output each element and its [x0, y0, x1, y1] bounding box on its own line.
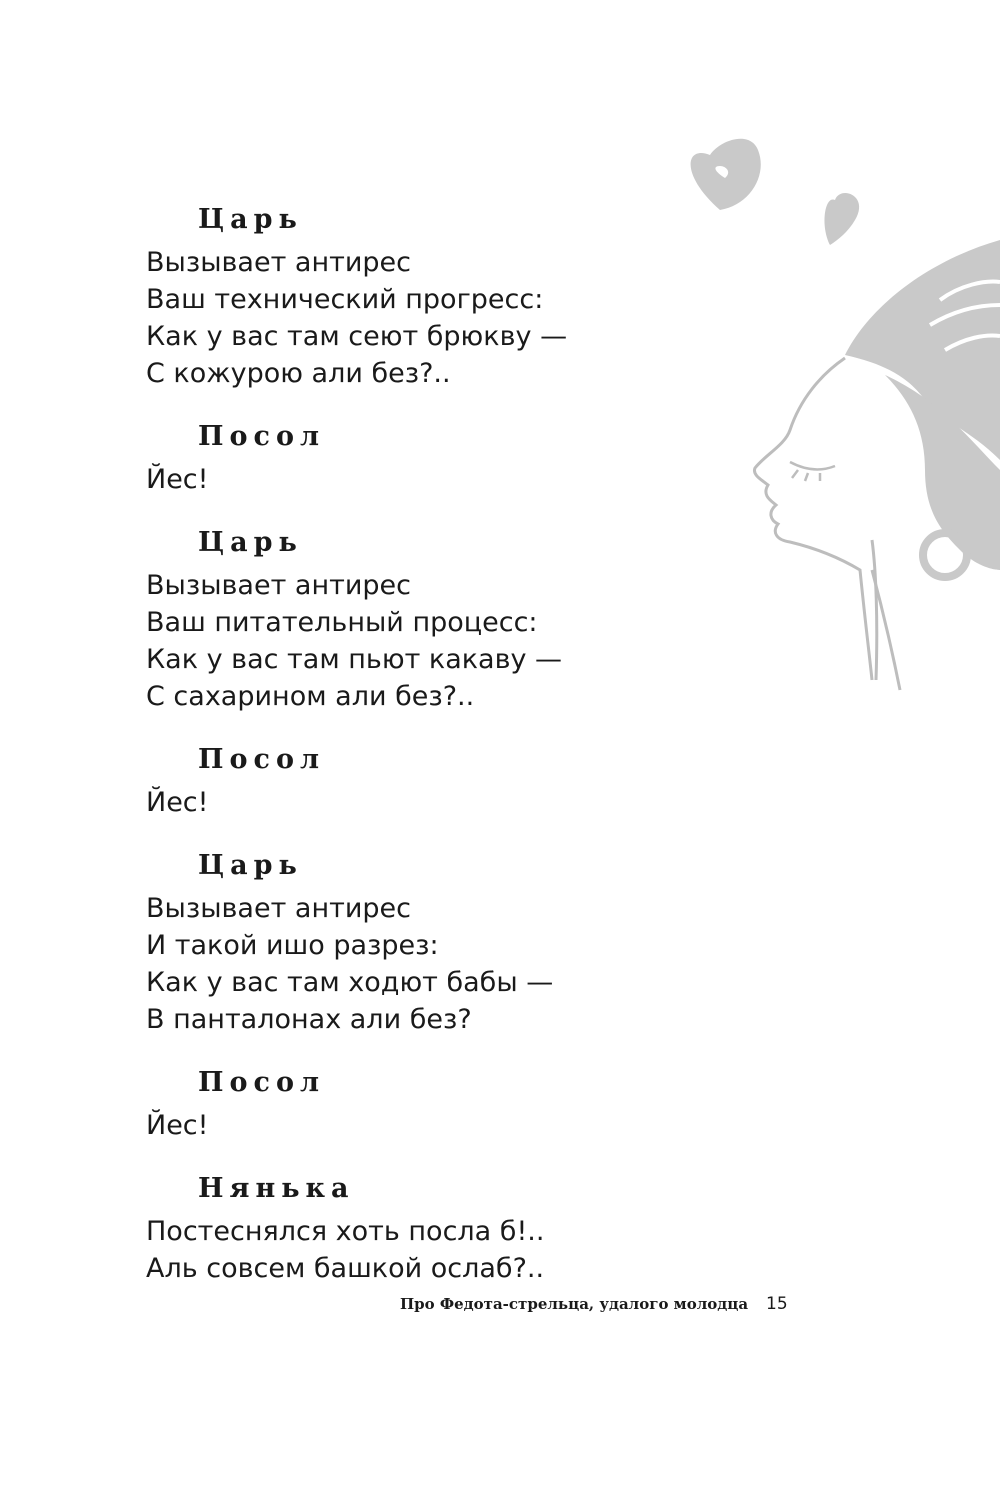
earring-icon [923, 533, 967, 577]
verse-line: Вызывает антирес [146, 570, 411, 601]
verse-line: Вызывает антирес [146, 247, 411, 278]
stanza [146, 413, 706, 498]
stanza [146, 1165, 706, 1287]
face-profile-icon [754, 358, 872, 680]
stanza [146, 736, 706, 821]
verse-line: Йес! [146, 787, 209, 818]
verse-line: Вызывает антирес [146, 893, 411, 924]
speaker-name: Посол [198, 744, 325, 775]
speaker-name: Нянька [198, 1173, 355, 1204]
verse-line: Как у вас там ходют бабы — [146, 967, 554, 998]
heart-icon [825, 193, 860, 245]
stanza [146, 519, 706, 715]
verse-line: И такой ишо разрез: [146, 930, 439, 961]
speaker-name: Царь [198, 204, 303, 235]
verse-line: Как у вас там сеют брюкву — [146, 321, 568, 352]
speaker-name: Посол [198, 421, 325, 452]
verse-line: Йес! [146, 1110, 209, 1141]
page-number: 15 [766, 1294, 788, 1314]
stanza [146, 842, 706, 1038]
verse-line: Постеснялся хоть посла б!.. [146, 1216, 545, 1247]
poem-text [146, 196, 706, 1287]
speaker-name: Царь [198, 527, 303, 558]
verse-line: Как у вас там пьют какаву — [146, 644, 563, 675]
verse-line: В панталонах али без? [146, 1004, 472, 1035]
stanza [146, 196, 706, 392]
running-footer-title: Про Федота-стрельца, удалого молодца [400, 1295, 749, 1313]
verse-line: Ваш технический прогресс: [146, 284, 544, 315]
speaker-name: Посол [198, 1067, 325, 1098]
verse-line: С кожурою али без?.. [146, 358, 451, 389]
speaker-name: Царь [198, 850, 303, 881]
verse-line: Аль совсем башкой ослаб?.. [146, 1253, 545, 1284]
verse-line: С сахарином али без?.. [146, 681, 475, 712]
verse-line: Йес! [146, 464, 209, 495]
stanza [146, 1059, 706, 1144]
verse-line: Ваш питательный процесс: [146, 607, 538, 638]
